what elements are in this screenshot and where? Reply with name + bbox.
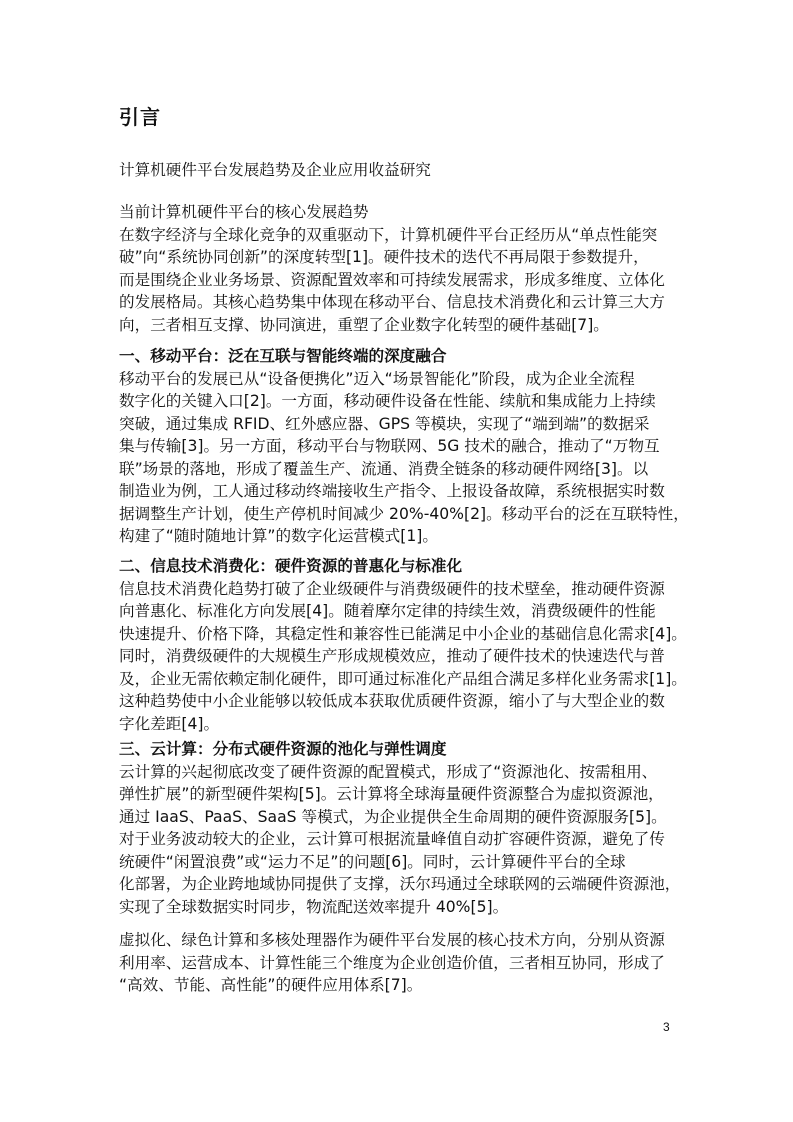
text-line: 向，三者相互支撑、协同演进，重塑了企业数字化转型的硬件基础[7]。	[119, 315, 609, 334]
text-line: 对于业务波动较大的企业，云计算可根据流量峰值自动扩容硬件资源，避免了传	[119, 830, 665, 848]
text-line: 弹性扩展”的新型硬件架构[5]。云计算将全球海量硬件资源整合为虚拟资源池，	[119, 785, 664, 803]
text-line: 的发展格局。其核心趋势集中体现在移动平台、信息技术消费化和云计算三大方	[119, 293, 665, 311]
section-cloud-computing	[119, 738, 679, 918]
text-line: 破”向“系统协同创新”的深度转型[1]。硬件技术的迭代不再局限于参数提升，	[119, 248, 649, 266]
text-line: 虚拟化、绿色计算和多核处理器作为硬件平台发展的核心技术方向，分别从资源	[119, 931, 665, 949]
text-line: 移动平台的发展已从“设备便携化”迈入“场景智能化”阶段，成为企业全流程	[119, 369, 635, 388]
text-line: 实现了全球数据实时同步，物流配送效率提升 40%[5]。	[119, 897, 509, 916]
section-mobile-platform	[119, 345, 689, 548]
section-it-consumerization	[119, 555, 687, 735]
text-line: 据调整生产计划，使生产停机时间减少 20%-40%[2]。移动平台的泛在互联特性，	[119, 504, 689, 523]
text-line: 而是围绕企业业务场景、资源配置效率和可持续发展需求，形成多维度、立体化	[119, 270, 665, 289]
text-line: 数字化的关键入口[2]。一方面，移动硬件设备在性能、续航和集成能力上持续	[119, 392, 656, 410]
text-line: 及，企业无需依赖定制化硬件，即可通过标准化产品组合满足多样化业务需求[1]。	[119, 669, 687, 688]
section-heading: 三、云计算：分布式硬件资源的池化与弹性调度	[119, 740, 447, 758]
text-line: 联”场景的落地，形成了覆盖生产、流通、消费全链条的移动硬件网络[3]。以	[119, 459, 649, 478]
text-line: “高效、节能、高性能”的硬件应用体系[7]。	[119, 976, 423, 994]
closing-paragraph	[119, 929, 679, 997]
text-line: 化部署，为企业跨地域协同提供了支撑，沃尔玛通过全球联网的云端硬件资源池，	[119, 875, 681, 893]
text-line: 在数字经济与全球化竞争的双重驱动下，计算机硬件平台正经历从“单点性能突	[119, 225, 658, 244]
page-number: 3	[663, 1020, 670, 1034]
text-line: 利用率、运营成本、计算性能三个维度为企业创造价值，三者相互协同，形成了	[119, 953, 665, 972]
text-line: 集与传输[3]。另一方面，移动平台与物联网、5G 技术的融合，推动了“万物互	[119, 437, 660, 455]
text-line: 统硬件“闲置浪费”或“运力不足”的问题[6]。同时，云计算硬件平台的全球	[119, 852, 626, 871]
text-line: 向普惠化、标准化方向发展[4]。随着摩尔定律的持续生效，消费级硬件的性能	[119, 602, 656, 620]
text-line: 云计算的兴起彻底改变了硬件资源的配置模式，形成了“资源池化、按需租用、	[119, 762, 658, 781]
paper-title	[119, 159, 679, 182]
text-line: 通过 IaaS、PaaS、SaaS 等模式，为企业提供全生命周期的硬件资源服务[5]。	[119, 807, 667, 826]
section-heading-introduction: 引言	[119, 105, 161, 129]
text-line: 突破，通过集成 RFID、红外感应器、GPS 等模块，实现了“端到端”的数据采	[119, 414, 650, 433]
text-line: 这种趋势使中小企业能够以较低成本获取优质硬件资源，缩小了与大型企业的数	[119, 692, 665, 710]
text-line: 快速提升、价格下降，其稳定性和兼容性已能满足中小企业的基础信息化需求[4]。	[119, 624, 687, 643]
text-line: 信息技术消费化趋势打破了企业级硬件与消费级硬件的技术壁垒，推动硬件资源	[119, 579, 665, 598]
text-line: 构建了“随时随地计算”的数字化运营模式[1]。	[119, 527, 438, 545]
intro-subtitle: 当前计算机硬件平台的核心发展趋势	[119, 203, 369, 221]
intro-paragraph	[119, 201, 679, 336]
text-line: 字化差距[4]。	[119, 714, 220, 733]
section-heading: 二、信息技术消费化：硬件资源的普惠化与标准化	[119, 557, 463, 575]
text-line: 同时，消费级硬件的大规模生产形成规模效应，推动了硬件技术的快速迭代与普	[119, 647, 665, 665]
section-heading: 一、移动平台：泛在互联与智能终端的深度融合	[119, 347, 447, 365]
text-line: 制造业为例，工人通过移动终端接收生产指令、上报设备故障，系统根据实时数	[119, 482, 665, 500]
paper-title-text: 计算机硬件平台发展趋势及企业应用收益研究	[119, 161, 431, 179]
